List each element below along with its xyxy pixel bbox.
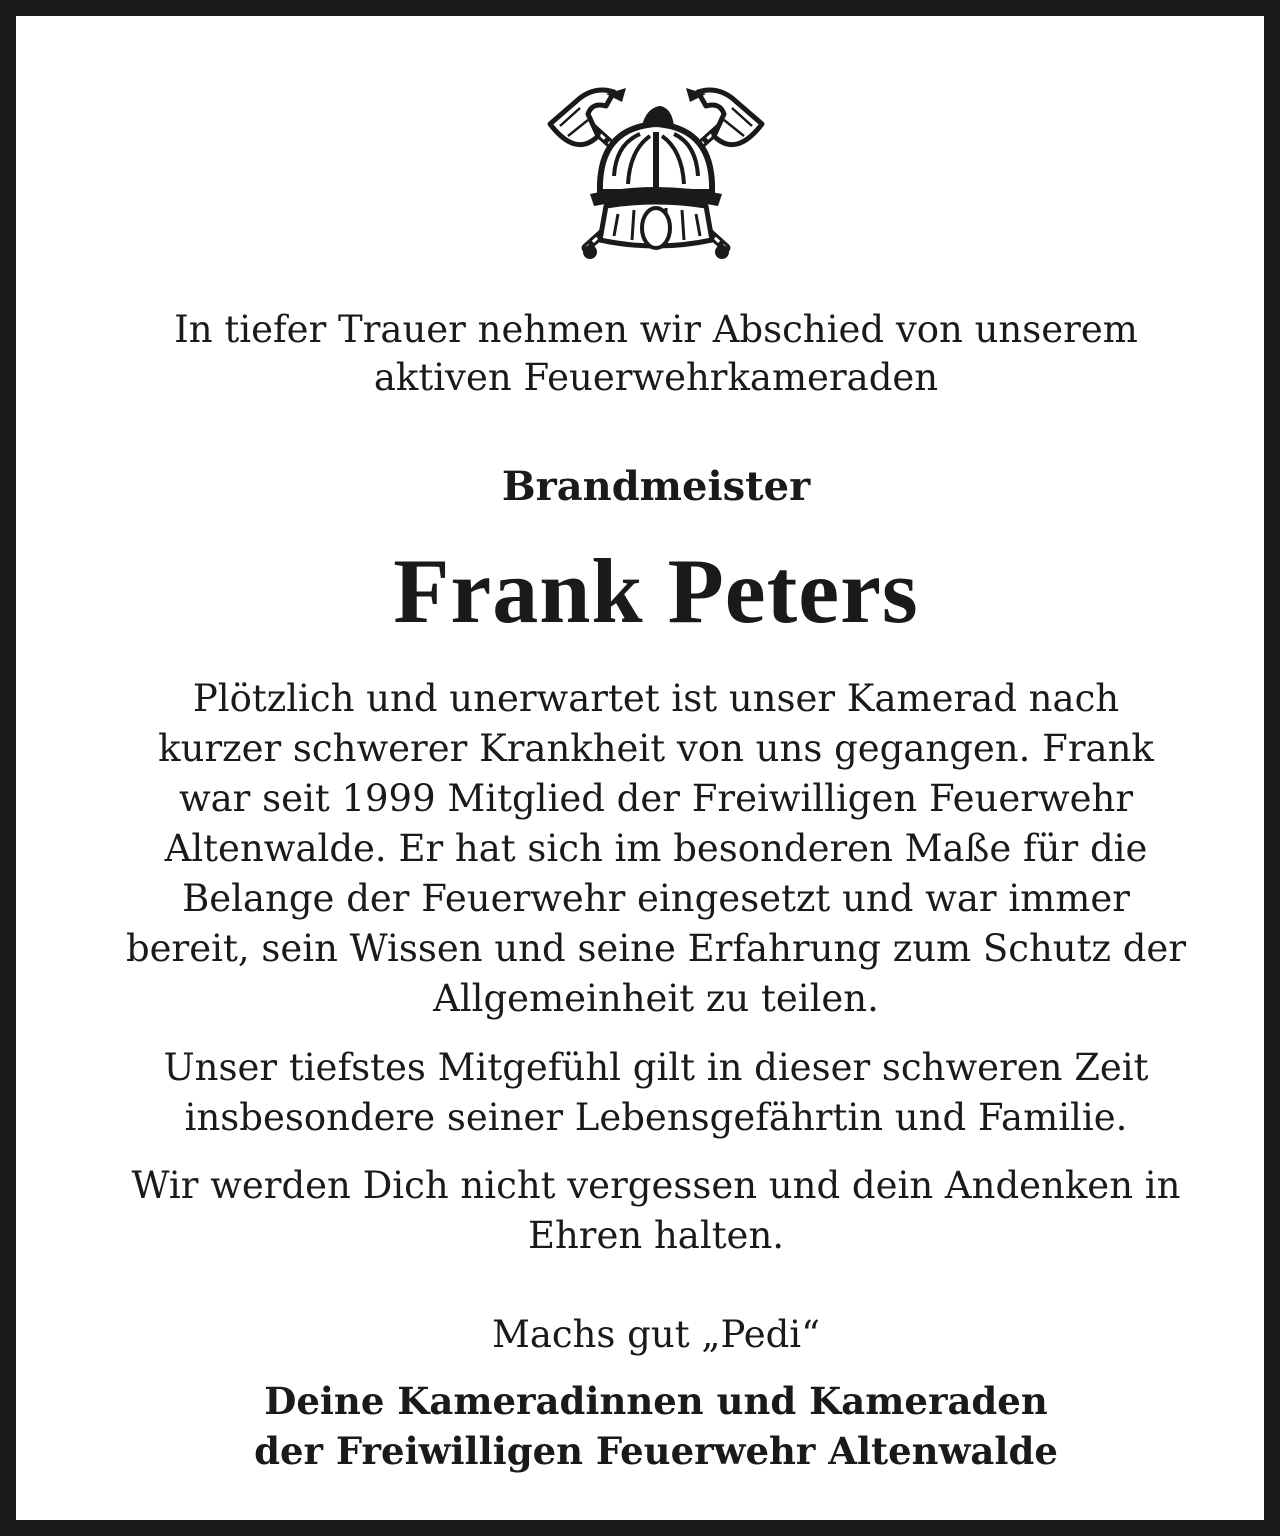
paragraph-remembrance bbox=[56, 1161, 1256, 1261]
paragraph-line: Ehren halten. bbox=[527, 1214, 785, 1257]
firefighter-helmet-crossed-axes-icon bbox=[536, 80, 776, 270]
paragraph-line: Plötzlich und unerwartet ist unser Kamerad nach bbox=[192, 677, 1120, 720]
signature-line: Deine Kameradinnen und Kameraden bbox=[264, 1379, 1048, 1423]
intro-text bbox=[56, 306, 1256, 402]
paragraph-condolence bbox=[56, 1043, 1256, 1143]
signature bbox=[56, 1376, 1256, 1476]
paragraph-line: Belange der Feuerwehr eingesetzt und war immer bbox=[182, 877, 1130, 920]
paragraph-line: war seit 1999 Mitglied der Freiwilligen Feuerwehr bbox=[178, 777, 1134, 820]
intro-line: aktiven Feuerwehrkameraden bbox=[373, 356, 939, 399]
paragraph-line: Allgemeinheit zu teilen. bbox=[433, 977, 879, 1020]
paragraph-tribute bbox=[56, 674, 1256, 1024]
rank-title: Brandmeister bbox=[501, 463, 811, 510]
paragraph-line: insbesondere seiner Lebensgefährtin und Familie. bbox=[184, 1096, 1128, 1139]
paragraph-line: Unser tiefstes Mitgefühl gilt in dieser schweren Zeit bbox=[163, 1046, 1149, 1089]
signature-line: der Freiwilligen Feuerwehr Altenwalde bbox=[254, 1429, 1058, 1473]
paragraph-line: Altenwalde. Er hat sich im besonderen Maße für die bbox=[164, 827, 1148, 870]
farewell-line: Machs gut „Pedi“ bbox=[491, 1313, 821, 1356]
paragraph-line: bereit, sein Wissen und seine Erfahrung zum Schutz der bbox=[125, 927, 1187, 970]
paragraph-line: Wir werden Dich nicht vergessen und dein Andenken in bbox=[131, 1164, 1181, 1207]
intro-line: In tiefer Trauer nehmen wir Abschied von unserem bbox=[174, 308, 1138, 351]
paragraph-line: kurzer schwerer Krankheit von uns gegangen. Frank bbox=[158, 727, 1154, 770]
deceased-name: Frank Peters bbox=[393, 540, 919, 642]
